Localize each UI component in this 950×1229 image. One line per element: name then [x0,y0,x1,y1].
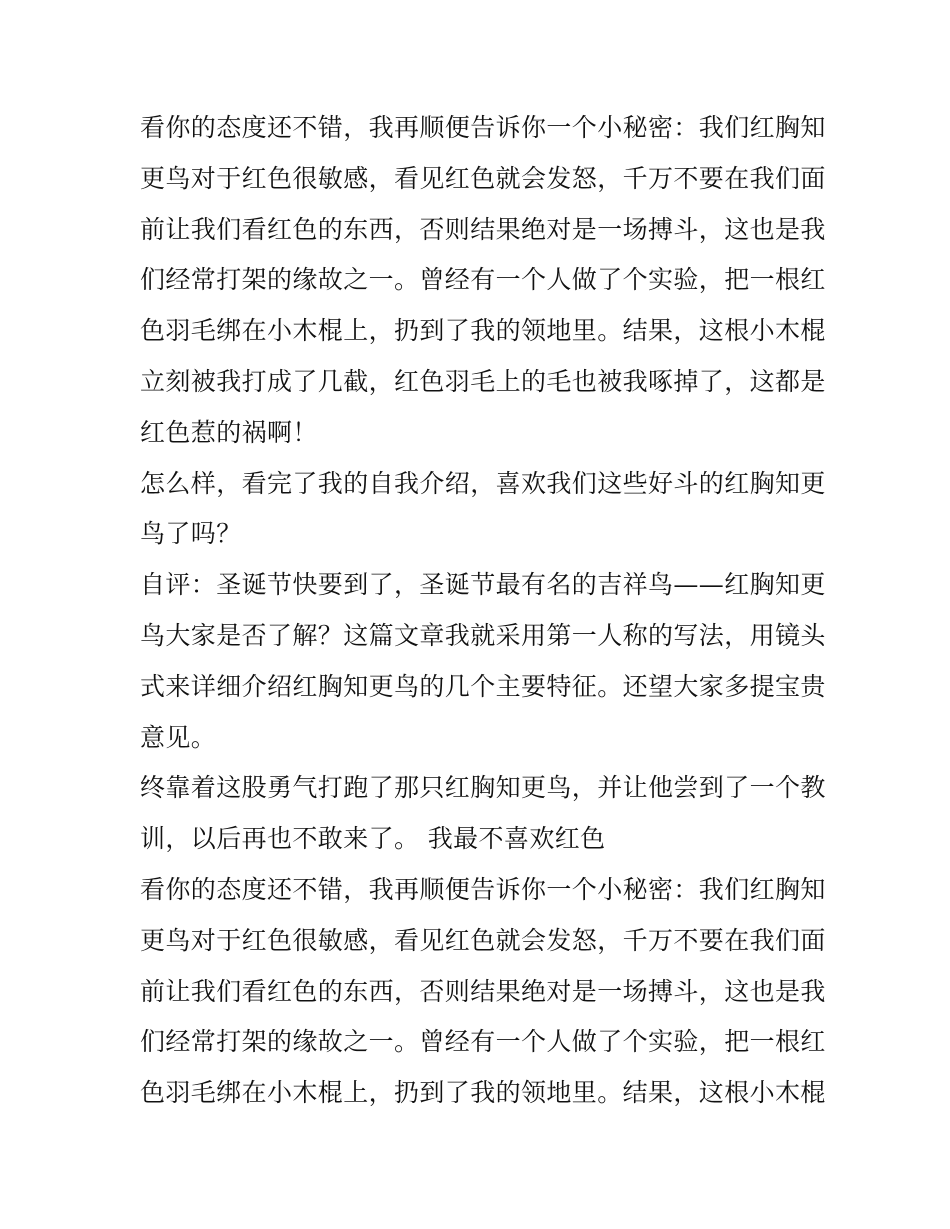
text-line: 训，以后再也不敢来了。 我最不喜欢红色 [140,824,606,854]
text-line: 意见。 [140,722,217,752]
text-line: 们经常打架的缘故之一。曾经有一个人做了个实验，把一根红 [140,1027,826,1057]
text-line: 式来详细介绍红胸知更鸟的几个主要特征。还望大家多提宝贵 [140,671,826,701]
text-line: 看你的态度还不错，我再顺便告诉你一个小秘密：我们红胸知 [140,113,826,142]
text-line: 终靠着这股勇气打跑了那只红胸知更鸟，并让他尝到了一个教 [140,773,826,803]
text-line: 鸟了吗？ [140,519,242,549]
text-line: 怎么样，看完了我的自我介绍，喜欢我们这些好斗的红胸知更 [140,468,826,498]
text-line: 红色惹的祸啊！ [140,417,318,447]
text-line: 色羽毛绑在小木棍上，扔到了我的领地里。结果，这根小木棍 [140,1078,826,1108]
text-line: 鸟大家是否了解？这篇文章我就采用第一人称的写法，用镜头 [140,620,826,650]
text-line: 们经常打架的缘故之一。曾经有一个人做了个实验，把一根红 [140,265,826,295]
text-line: 更鸟对于红色很敏感，看见红色就会发怒，千万不要在我们面 [140,925,826,955]
text-line: 前让我们看红色的东西，否则结果绝对是一场搏斗，这也是我 [140,976,826,1006]
text-line: 立刻被我打成了几截，红色羽毛上的毛也被我啄掉了，这都是 [140,366,826,396]
text-line: 看你的态度还不错，我再顺便告诉你一个小秘密：我们红胸知 [140,874,826,904]
text-line: 色羽毛绑在小木棍上，扔到了我的领地里。结果，这根小木棍 [140,316,826,346]
text-line: 前让我们看红色的东西，否则结果绝对是一场搏斗，这也是我 [140,214,826,244]
document-body [140,103,826,1119]
text-line: 更鸟对于红色很敏感，看见红色就会发怒，千万不要在我们面 [140,163,826,193]
text-line: 自评：圣诞节快要到了，圣诞节最有名的吉祥鸟——红胸知更 [140,570,826,600]
